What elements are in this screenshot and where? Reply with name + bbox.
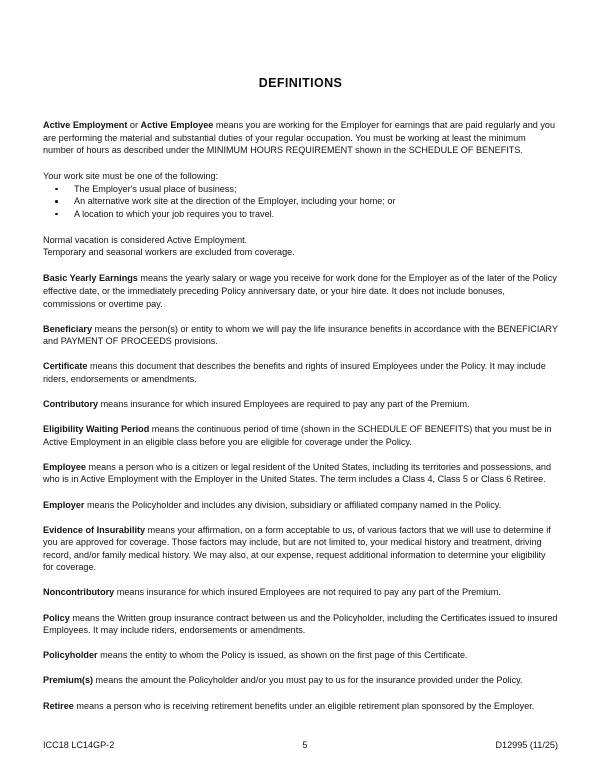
page-footer [43,740,558,750]
list-item-label: A location to which your job requires you to travel. [74,208,275,219]
definition-basic-yearly-earnings-body: means the yearly salary or wage you receive for work done for the Employer as of the later of the Policy effective date, or the immediately preceding Policy anniversary date, or your hire date. It does not include bonuses, commissions or overtime pay. [43,273,557,309]
definition-beneficiary [43,323,558,348]
list-item-label: An alternative work site at the direction of the Employer, including your home; or [74,196,396,207]
term-policyholder: Policyholder [43,650,98,661]
definition-premiums-body: means the amount the Policyholder and/or you must pay to us for the insurance provided under the Policy. [93,675,523,686]
bullet-icon [55,200,58,203]
term-connector: or [127,120,141,130]
term-premiums: Premium(s) [43,675,94,686]
definition-active-employment-body: means you are working for the Employer for earnings that are paid regularly and you are performing the material and substantial duties of your regular occupation. You must be working at least the minimum number of hours as described under the MINIMUM HOURS REQUIREMENT shown in the SCHEDULE OF BENEFITS. [43,120,556,156]
term-employer: Employer [43,499,85,510]
term-basic-yearly-earnings: Basic Yearly Earnings [43,273,138,284]
definition-employee-body: means a person who is a citizen or legal resident of the United States, including its territories and possessions, and who is in Active Employment with the Employer in the United States. The term includes a Class 4, Class 5 or Class 6 Retiree. [43,461,552,485]
term-evidence-of-insurability: Evidence of Insurability [43,524,146,535]
definition-premiums [43,674,558,687]
definition-contributory-body: means insurance for which insured Employees are required to pay any part of the Premium. [98,399,470,410]
definition-noncontributory-body: means insurance for which insured Employees are not required to pay any part of the Premium. [114,587,501,598]
term-policy: Policy [43,612,70,623]
work-site-list [43,183,558,221]
footer-document-code: D12995 (11/25) [495,740,558,750]
term-eligibility-waiting-period: Eligibility Waiting Period [43,424,150,435]
footer-page-number: 5 [302,740,308,750]
definition-employer-body: means the Policyholder and includes any division, subsidiary or affiliated company named in the Policy. [84,499,502,510]
bullet-icon [55,213,58,216]
document-content [43,0,558,712]
term-noncontributory: Noncontributory [43,587,115,598]
definition-policyholder [43,649,558,662]
definition-basic-yearly-earnings [43,272,558,310]
list-item [43,208,558,221]
definition-evidence-of-insurability-body: means your affirmation, on a form acceptable to us, of various factors that we will use to determine if you are approved for coverage. Those factors may include, but are not limited to, your medical history and treatment, driving record, and/or family medical history. We may also, at our expense, request additional information to determine your eligibility for coverage. [43,524,551,573]
work-site-intro: Your work site must be one of the following: [43,171,219,182]
definition-contributory [43,398,558,411]
definition-certificate [43,360,558,385]
definition-employer [43,499,558,512]
definition-active-employment [43,119,558,157]
footer-form-number: ICC18 LC14GP-2 [43,740,115,750]
definition-policy-body: means the Written group insurance contract between us and the Policyholder, including the Certificates issued to insured Employees. It may include riders, endorsements or amendments. [43,612,558,636]
page-title: DEFINITIONS [258,76,343,90]
list-item-label: The Employer's usual place of business; [74,183,237,194]
term-active-employee: Active Employee [140,120,214,130]
definition-eligibility-waiting-period [43,423,558,448]
term-beneficiary: Beneficiary [43,323,93,334]
term-certificate: Certificate [43,361,88,372]
definition-policy [43,612,558,637]
list-item [43,183,558,196]
term-employee: Employee [43,461,86,472]
temporary-workers-note: Temporary and seasonal workers are excluded from coverage. [43,247,295,258]
list-item [43,195,558,208]
definition-retiree-body: means a person who is receiving retirement benefits under an eligible retirement plan sponsored by the Employer. [73,700,535,711]
term-contributory: Contributory [43,399,99,410]
definition-beneficiary-body: means the person(s) or entity to whom we will pay the life insurance benefits in accordance with the BENEFICIARY and PAYMENT OF PROCEEDS provisions. [43,323,558,347]
term-retiree: Retiree [43,700,74,711]
definition-policyholder-body: means the entity to whom the Policy is issued, as shown on the first page of this Certificate. [97,650,468,661]
definition-retiree [43,700,558,713]
definition-evidence-of-insurability [43,524,558,574]
bullet-icon [55,188,58,191]
definition-employee [43,461,558,486]
definition-eligibility-waiting-period-body: means the continuous period of time (shown in the SCHEDULE OF BENEFITS) that you must be in Active Employment in an eligible class before you are eligible for coverage under the Policy. [43,424,552,447]
term-active-employment: Active Employment [43,120,128,130]
vacation-note: Normal vacation is considered Active Employment. [43,234,248,245]
definition-noncontributory [43,586,558,599]
definition-certificate-body: means this document that describes the benefits and rights of insured Employees under the Policy. It may include riders, endorsements or amendments. [43,361,546,384]
